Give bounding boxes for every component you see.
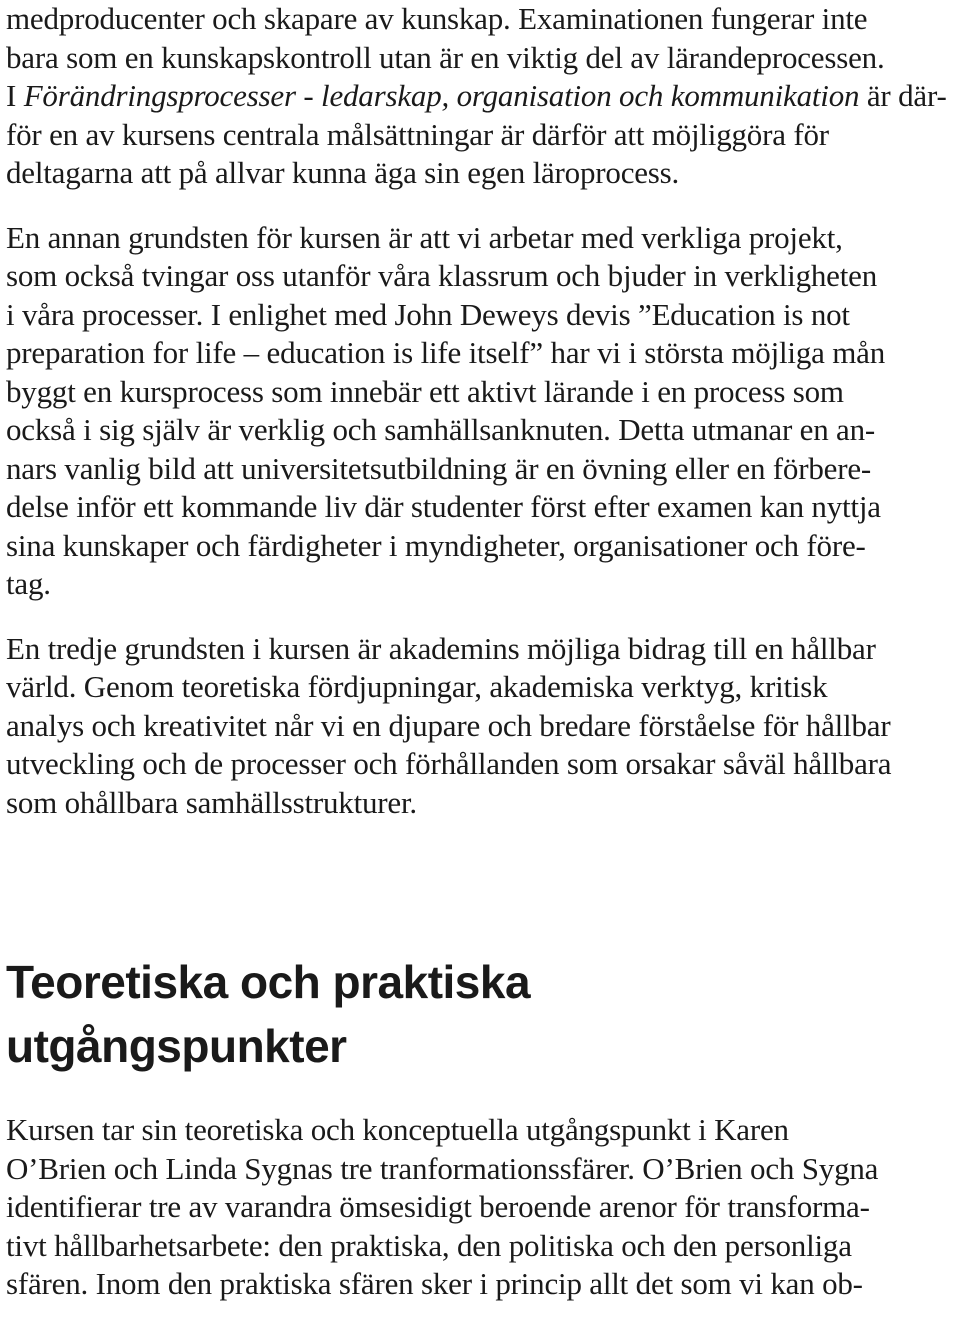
text-line: sina kunskaper och färdigheter i myndigheter, organisationer och före- — [6, 527, 866, 563]
paragraph-gap — [6, 604, 960, 630]
text-line: nars vanlig bild att universitetsutbildning är en övning eller en förbere- — [6, 450, 872, 486]
document-page — [6, 0, 960, 1304]
section-heading — [6, 950, 960, 1078]
text-line: identifierar tre av varandra ömsesidigt beroende arenor för transforma- — [6, 1189, 870, 1224]
text-fragment: I — [6, 78, 24, 113]
text-line: också i sig själv är verklig och samhällsanknuten. Detta utmanar en an- — [6, 412, 876, 447]
heading-line: Teoretiska och praktiska — [6, 956, 531, 1008]
text-line: O’Brien och Linda Sygnas tre tranformationssfärer. O’Brien och Sygna — [6, 1150, 879, 1186]
text-fragment: är där- — [859, 78, 947, 113]
text-line — [6, 77, 960, 116]
text-line: som ohållbara samhällsstrukturer. — [6, 784, 417, 820]
text-line: bara som en kunskapskontroll utan är en viktig del av lärandeprocessen. — [6, 39, 885, 75]
paragraph-sustainability — [6, 630, 960, 823]
text-line: En annan grundsten för kursen är att vi arbetar med verkliga projekt, — [6, 219, 843, 255]
text-line: byggt en kursprocess som innebär ett aktivt lärande i en process som — [6, 373, 844, 409]
text-line: värld. Genom teoretiska fördjupningar, akademiska verktyg, kritisk — [6, 669, 828, 704]
paragraph-gap — [6, 193, 960, 219]
course-title-italic: Förändringsprocesser - ledarskap, organisation och kommunikation — [23, 78, 860, 113]
text-line: Kursen tar sin teoretiska och konceptuella utgångspunkt i Karen — [6, 1112, 789, 1147]
text-line: sfären. Inom den praktiska sfären sker i princip allt det som vi kan ob- — [6, 1266, 863, 1301]
text-line: delse inför ett kommande liv där studenter först efter examen kan nyttja — [6, 489, 881, 524]
paragraph-theory — [6, 1111, 960, 1304]
text-line: utveckling och de processer och förhållanden som orsakar såväl hållbara — [6, 746, 892, 781]
text-line: i våra processer. I enlighet med John Deweys devis ”Education is not — [6, 296, 850, 332]
text-line: preparation for life – education is life itself” har vi i största möjliga mån — [6, 335, 886, 370]
text-line: som också tvingar oss utanför våra klassrum och bjuder in verkligheten — [6, 258, 877, 293]
text-line: En tredje grundsten i kursen är akademins möjliga bidrag till en hållbar — [6, 630, 876, 666]
text-line: analys och kreativitet når vi en djupare och bredare förståelse för hållbar — [6, 707, 891, 743]
paragraph-real-projects — [6, 219, 960, 604]
heading-line: utgångspunkter — [6, 1020, 347, 1072]
paragraph-examination — [6, 0, 960, 193]
text-line: medproducenter och skapare av kunskap. Examinationen fungerar inte — [6, 1, 868, 36]
text-line: deltagarna att på allvar kunna äga sin egen läroprocess. — [6, 155, 680, 190]
text-line: tivt hållbarhetsarbete: den praktiska, den politiska och den personliga — [6, 1227, 852, 1263]
text-line: för en av kursens centrala målsättningar är därför att möjliggöra för — [6, 116, 829, 152]
text-line: tag. — [6, 566, 51, 601]
